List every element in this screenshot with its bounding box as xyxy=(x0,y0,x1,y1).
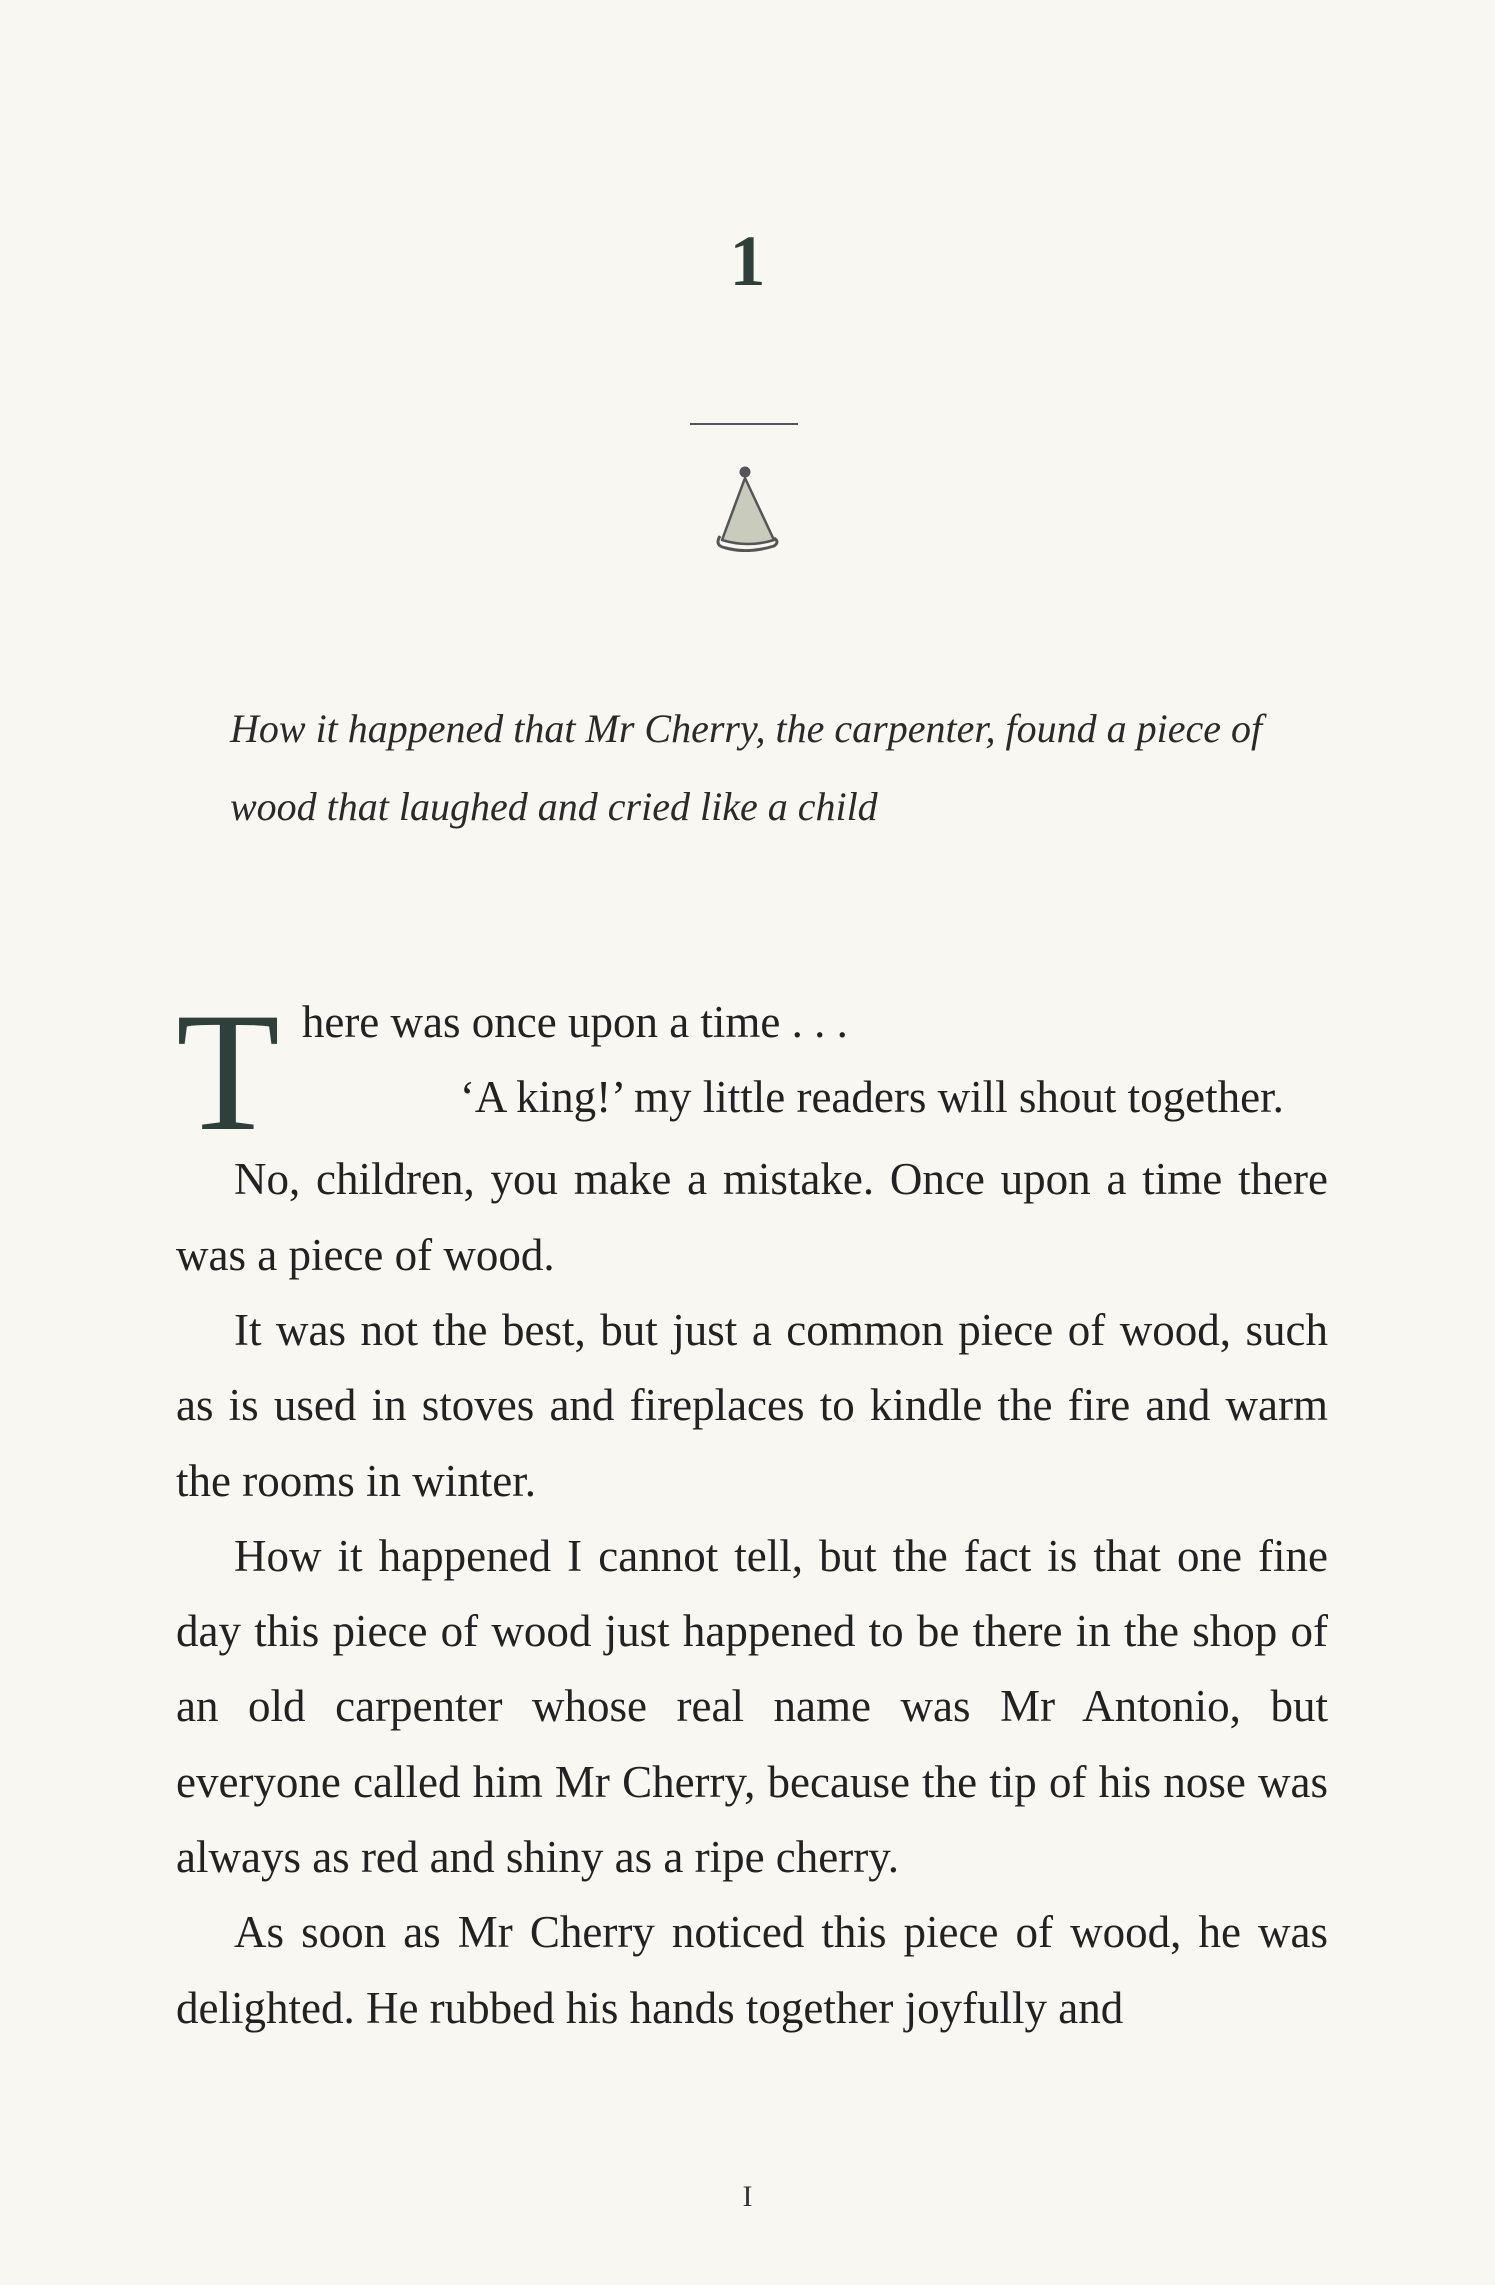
opening-line: here was once upon a time . . . xyxy=(301,997,848,1047)
paragraph: No, children, you make a mistake. Once upon a time there was a piece of wood. xyxy=(176,1154,1328,1280)
chapter-number: 1 xyxy=(729,221,766,301)
paragraph: It was not the best, but just a common piece of wood, such as is used in stoves and fireplaces to kindle the fire and warm the rooms in winter. xyxy=(176,1304,1328,1506)
chapter-body xyxy=(176,978,1328,2046)
page-number: I xyxy=(742,2180,753,2213)
chapter-rule xyxy=(690,423,798,425)
paragraph xyxy=(176,1060,1328,1135)
drop-cap: T xyxy=(176,978,280,1166)
paragraph-text: ‘A king!’ my little readers will shout together. xyxy=(459,1072,1284,1123)
pointed-hat-icon xyxy=(708,462,788,552)
chapter-subtitle: How it happened that Mr Cherry, the carpenter, found a piece of wood that laughed and cried like a child xyxy=(230,706,1263,829)
paragraph: How it happened I cannot tell, but the fact is that one fine day this piece of wood just happened to be there in the shop of an old carpenter whose real name was Mr Antonio, but everyone called him Mr Cherry, because the tip of his nose was always as red and shiny as a ripe cherry. xyxy=(176,1530,1328,1883)
paragraph: As soon as Mr Cherry noticed this piece of wood, he was delighted. He rubbed his hands together joyfully and xyxy=(176,1907,1328,2033)
